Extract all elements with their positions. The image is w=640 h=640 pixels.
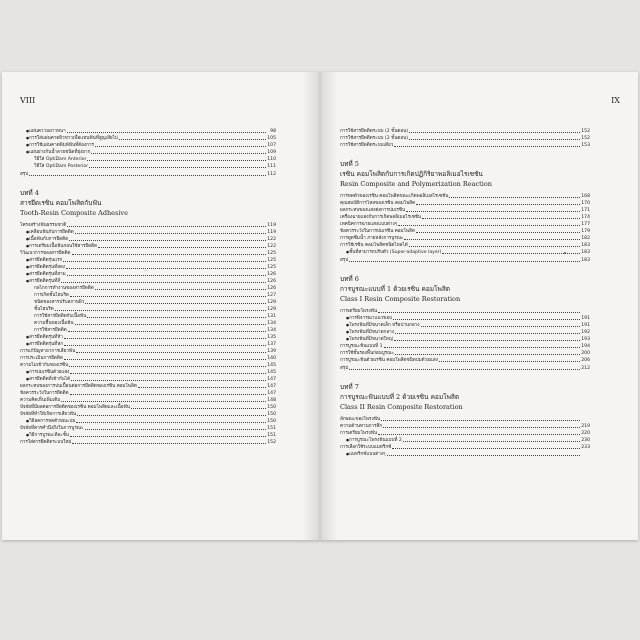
toc-entry-page: 174	[581, 215, 590, 220]
toc-entry	[340, 315, 590, 322]
toc-entry-text: ชั้นไฮบริด	[34, 307, 54, 312]
toc-entry	[20, 222, 276, 229]
toc-entry-text: ● โพรงฟันที่มีขนาดใหญ่	[346, 336, 393, 343]
toc-entry-text: การเกิดชั้นไฮบริด	[34, 293, 69, 298]
leader-dots	[138, 387, 266, 388]
toc-entry-page: 129	[267, 300, 276, 305]
page-number: VIII	[20, 96, 36, 105]
toc-entry-page: 151	[267, 433, 276, 438]
toc-entry	[340, 228, 590, 235]
toc-entry	[340, 451, 590, 458]
toc-entry-page: 183	[581, 250, 590, 255]
toc-entry	[20, 341, 276, 348]
leader-dots	[70, 436, 266, 437]
toc-entry	[340, 416, 590, 423]
toc-entry-page: 127	[267, 293, 276, 298]
toc-entry-text: การบูรณะฟันด้วยเรซิน คอมโพสิตชนิดบ่มด้วยแสง	[340, 358, 438, 363]
leader-dots	[29, 175, 266, 176]
chapter3-tail	[20, 128, 276, 170]
toc-entry	[340, 235, 590, 242]
toc-entry-text: การประเมินการยึดติด	[20, 356, 63, 361]
toc-entry-text: ● การบ่มเรซินด้วยแสง	[26, 369, 69, 376]
toc-entry	[20, 404, 276, 411]
toc-entry	[340, 308, 590, 315]
toc-entry	[340, 430, 590, 437]
toc-entry-text: เทคนิคการฉายแสงแบบต่างๆ	[340, 222, 398, 227]
toc-entry-page: 137	[267, 342, 276, 347]
toc-entry-text: ปัจจัยที่มีผลต่อการยึดติดของเรซิน คอมโพสิตและเนื้อฟัน	[20, 405, 130, 410]
leader-dots	[98, 247, 266, 248]
toc-entry-text: การหดตัวของเรซิน คอมโพสิตขณะเกิดพอลิเมอไรเซชัน	[340, 194, 449, 199]
leader-dots	[409, 139, 580, 140]
toc-entry-page: 177	[581, 222, 590, 227]
toc-entry	[20, 313, 276, 320]
chapter-title-english: Class I Resin Composite Restoration	[340, 295, 461, 303]
toc-entry-page: 125	[267, 265, 276, 270]
leader-dots	[68, 331, 266, 332]
toc-entry	[340, 193, 590, 200]
toc-entry-text: การบูรณะฟันแบบที่ 1	[340, 344, 383, 349]
toc-right	[340, 128, 590, 458]
toc-entry	[340, 322, 590, 329]
toc-entry-page: 122	[267, 237, 276, 242]
leader-dots	[421, 326, 581, 327]
chapter-label: บทที่ 4	[20, 189, 39, 197]
toc-entry-page: 150	[267, 405, 276, 410]
leader-dots	[91, 153, 266, 154]
toc-entry	[20, 397, 276, 404]
leader-dots	[416, 232, 580, 233]
toc-entry-page: 110	[267, 157, 276, 162]
toc-entry	[340, 423, 590, 430]
toc-entry-page: 134	[267, 328, 276, 333]
leader-dots	[87, 317, 266, 318]
book-spread	[2, 72, 638, 540]
toc-entry-text: โครงสร้างฟันธรรมชาติ	[20, 223, 67, 228]
toc-entry-page: 105	[267, 136, 276, 141]
leader-dots	[87, 160, 266, 161]
toc-entry-text: ● การบูรณะโพรงฟันแบบที่ 2	[346, 437, 402, 444]
toc-entry	[20, 306, 276, 313]
toc-entry	[20, 411, 276, 418]
toc-entry-page: 170	[581, 201, 590, 206]
toc-entry-page: 182	[581, 236, 590, 241]
toc-entry-text: ● การเตรียมเนื้อฟันก่อนใช้สารยึดติด	[26, 243, 97, 250]
toc-entry	[20, 135, 276, 142]
toc-entry-text: ข้อควรระวังในการยึดติด	[20, 391, 69, 396]
toc-entry	[340, 249, 590, 256]
toc-entry-page: 191	[581, 316, 590, 321]
pencil-mark: ~	[144, 268, 148, 273]
toc-entry-text: ข้อควรระวังในการบ่มเรซิน คอมโพสิต	[340, 229, 415, 234]
chapter-title-english: Tooth-Resin Composite Adhesive	[20, 209, 128, 217]
toc-entry-text: การดูดซึมน้ำ ภายหลังการบูรณะ	[340, 236, 404, 241]
toc-entry	[20, 418, 276, 425]
leader-dots	[394, 340, 580, 341]
toc-entry-text: ● แผ่นยางกันน้ำลายชนิดที่ยุ่งยาก	[26, 149, 90, 156]
leader-dots	[85, 429, 266, 430]
chapter-label: บทที่ 6	[340, 275, 359, 283]
chapter-title-english: Class II Resin Composite Restoration	[340, 403, 463, 411]
toc-entry-text: ● แมทริกซ์แบบต่างๆ	[346, 451, 386, 458]
toc-entry	[20, 327, 276, 334]
leader-dots	[77, 415, 266, 416]
chapter-5	[340, 159, 590, 264]
toc-entry-page: 98	[270, 129, 276, 134]
toc-entry	[340, 350, 590, 357]
toc-entry-page: 125	[267, 258, 276, 263]
toc-left	[20, 128, 276, 446]
leader-dots	[71, 380, 266, 381]
toc-entry-page: 194	[581, 344, 590, 349]
toc-entry-text: ผลกระทบของการปนเปื้อนต่อการยึดติดของเรซิน คอมโพสิต	[20, 384, 137, 389]
toc-entry	[20, 236, 276, 243]
leader-dots	[393, 319, 580, 320]
chapter-title-thai: การบูรณะแบบที่ 1 ด้วยเรซิน คอมโพสิต	[340, 285, 451, 293]
toc-entry-text: การใช้สารยึดติด	[34, 328, 67, 333]
leader-dots	[439, 361, 580, 362]
toc-entry-page: 148	[267, 398, 276, 403]
toc-entry	[20, 362, 276, 369]
toc-entry	[20, 425, 276, 432]
leader-dots	[349, 369, 580, 370]
toc-entry-page: 111	[267, 164, 276, 169]
leader-dots	[349, 261, 580, 262]
leader-dots	[76, 352, 266, 353]
toc-entry-text: การใช้สารยึดติดกับเนื้อฟัน	[34, 314, 87, 319]
stray-mark	[564, 252, 566, 254]
leader-dots	[404, 239, 580, 240]
toc-entry-text: การแก้ปัญหาอาการเสียวฟัน	[20, 349, 76, 354]
toc-entry-text: ● ชั้นที่สามารถปรับตัว (Super-adaptive layer)	[346, 249, 441, 256]
toc-entry	[20, 257, 276, 264]
toc-entry	[340, 444, 590, 451]
toc-entry-page: 206	[581, 358, 590, 363]
toc-entry-text: ● สารยึดติดรุ่นที่สอง	[26, 264, 65, 271]
chapter-title-english: Resin Composite and Polymerization Reaction	[340, 180, 492, 188]
toc-entry	[340, 343, 590, 350]
chapter-title-thai: เรซิน คอมโพสิตกับการเกิดปฏิกิริยาพอลิเมอไรเซชัน	[340, 170, 483, 178]
toc-entry-summary: สรุป 183	[340, 258, 590, 263]
toc-entry	[20, 142, 276, 149]
toc-entry-page: 147	[267, 377, 276, 382]
toc-entry-text: ปัจจัยที่ทำให้เกิดการเสียวฟัน	[20, 412, 77, 417]
chapter-title-thai: การบูรณะฟันแบบที่ 2 ด้วยเรซิน คอมโพสิต	[340, 393, 460, 401]
leader-dots	[95, 146, 266, 147]
toc-entry-page: 129	[267, 307, 276, 312]
toc-entry-page: 230	[581, 438, 590, 443]
right-page	[320, 72, 638, 540]
toc-entry	[340, 200, 590, 207]
toc-entry	[340, 135, 590, 142]
toc-entry-text: ● การใช้แผ่นคาดพิมพ์ฟันที่ต้องการ	[26, 142, 94, 149]
leader-dots	[378, 434, 580, 435]
toc-entry-text: วิวัฒนาการของสารยึดติด	[20, 251, 71, 256]
toc-entry-page: 168	[581, 194, 590, 199]
toc-entry-page: 171	[581, 208, 590, 213]
leader-dots	[449, 197, 580, 198]
toc-entry-page: 183	[581, 243, 590, 248]
toc-entry-page: 134	[267, 321, 276, 326]
leader-dots	[70, 394, 266, 395]
toc-entry	[340, 207, 590, 214]
leader-dots	[378, 312, 580, 313]
leader-dots	[422, 218, 580, 219]
toc-entry	[20, 128, 276, 135]
toc-entry	[20, 229, 276, 236]
leader-dots	[409, 132, 580, 133]
toc-entry	[20, 334, 276, 341]
leader-dots	[131, 408, 266, 409]
toc-entry-page: 152	[581, 136, 590, 141]
toc-entry-text: ● สารยึดติดรุ่นที่หก	[26, 341, 63, 348]
leader-dots	[384, 347, 580, 348]
toc-entry	[20, 376, 276, 383]
leader-dots	[75, 324, 266, 325]
toc-entry-page: 151	[267, 426, 276, 431]
toc-entry-text: ● สารยึดติดรุ่นแรก	[26, 257, 62, 264]
leader-dots	[70, 296, 266, 297]
toc-entry	[340, 357, 590, 364]
toc-entry	[20, 320, 276, 327]
toc-entry-page: 135	[267, 335, 276, 340]
leader-dots	[63, 261, 266, 262]
toc-entry	[340, 437, 590, 444]
toc-entry-page: 219	[581, 424, 590, 429]
chapter4-tail	[340, 128, 590, 149]
leader-dots	[89, 167, 266, 168]
toc-entry-page: 125	[267, 251, 276, 256]
toc-entry	[340, 128, 590, 135]
leader-dots	[85, 303, 266, 304]
leader-dots	[67, 226, 266, 227]
toc-entry-page: 152	[581, 129, 590, 134]
toc-entry-page: 126	[267, 272, 276, 277]
toc-entry-page: 153	[581, 143, 590, 148]
toc-entry-text: การใช้เรซิน คอมโพสิตชนิดไหลได้	[340, 243, 408, 248]
page-number: IX	[611, 96, 620, 105]
toc-entry-text: ● วิธีการบูรณะทีละชั้น	[26, 432, 69, 439]
toc-entry	[20, 243, 276, 250]
toc-entry-page: 107	[267, 143, 276, 148]
leader-dots	[395, 354, 580, 355]
toc-entry	[20, 439, 276, 446]
toc-entry-page: 139	[267, 349, 276, 354]
toc-entry-text: การใช้สารยึดติดระบบเดียว	[340, 143, 394, 148]
toc-entry-text: ผลกระทบของแสงต่อการบ่มเรซิน	[340, 208, 406, 213]
toc-entry-text: วิธีใส่ OptiDam Posterior	[34, 164, 89, 169]
toc-entry-page: 140	[267, 356, 276, 361]
leader-dots	[392, 448, 580, 449]
toc-entry-page: 122	[267, 244, 276, 249]
toc-entry-text: ● โพรงฟันที่มีขนาดเล็ก หรือปานกลาง	[346, 322, 420, 329]
leader-dots	[69, 366, 266, 367]
toc-entry-text: ชนิดของสารปรับสภาพผิว	[34, 300, 85, 305]
leader-dots	[403, 441, 580, 442]
toc-entry	[340, 336, 590, 343]
toc-entry-text: ความต้านทานการสึก	[340, 424, 383, 429]
toc-entry-page: 233	[581, 445, 590, 450]
toc-entry	[20, 369, 276, 376]
toc-entry-page: 119	[267, 223, 276, 228]
leader-dots	[61, 401, 266, 402]
toc-entry	[20, 250, 276, 257]
chapter5-entries	[340, 193, 590, 256]
leader-dots	[55, 310, 266, 311]
leader-dots	[395, 333, 580, 334]
toc-entry-text: ความชื้นของเนื้อฟัน	[34, 321, 74, 326]
toc-entry-text: การเลือกใช้ระบบแมทริกซ์	[340, 445, 392, 450]
toc-entry-page: 179	[581, 229, 590, 234]
toc-entry-text: ลักษณะของโพรงฟัน	[340, 417, 381, 422]
toc-entry-text: การเตรียมโพรงฟัน	[340, 309, 378, 314]
toc-entry	[20, 348, 276, 355]
leader-dots	[75, 233, 266, 234]
toc-entry-text: ● สารยึดติดรุ่นที่ห้า	[26, 334, 63, 341]
toc-entry-text: การใช้สารยึดติดระบบ (2 ขั้นตอน)	[340, 129, 409, 134]
leader-dots	[383, 427, 580, 428]
chapter6-entries	[340, 308, 590, 364]
leader-dots	[64, 359, 266, 360]
toc-entry	[20, 149, 276, 156]
leader-dots	[67, 275, 266, 276]
leader-dots	[64, 345, 266, 346]
toc-entry	[20, 278, 276, 285]
toc-entry	[20, 383, 276, 390]
toc-entry	[20, 292, 276, 299]
toc-entry	[340, 221, 590, 228]
toc-entry-page: 126	[267, 286, 276, 291]
leader-dots	[409, 246, 580, 247]
toc-entry-page: 131	[267, 314, 276, 319]
toc-entry-text: ● แผ่นความยาวหนา	[26, 128, 66, 135]
toc-entry-text: การเตรียมโพรงฟัน	[340, 431, 378, 436]
toc-entry	[20, 390, 276, 397]
toc-entry	[20, 163, 276, 170]
toc-entry-page: 147	[267, 391, 276, 396]
toc-entry	[340, 329, 590, 336]
toc-entry-text: เครื่องฉายแสงกับการเกิดพอลิเมอไรเซชัน	[340, 215, 422, 220]
leader-dots	[406, 211, 580, 212]
toc-entry	[20, 299, 276, 306]
leader-dots	[72, 443, 266, 444]
toc-entry-text: ● โพรงฟันที่มีขนาดกลาง	[346, 329, 394, 336]
toc-entry-text: ● สารยึดติดที่เข้ากันได้	[26, 376, 70, 383]
toc-entry-page: 220	[581, 431, 590, 436]
toc-entry	[20, 156, 276, 163]
chapter-4	[20, 188, 276, 446]
toc-entry	[20, 271, 276, 278]
toc-entry-text: ความไม่เข้ากันของเรซิน	[20, 363, 69, 368]
toc-entry-text: ● การใส่แผ่นคาดผิวขาวเพื่อแทนฟันที่สูญเสียไป	[26, 135, 118, 142]
toc-entry-text: การใช้ชั้นรองพื้นก่อนบูรณะ	[340, 351, 394, 356]
toc-entry-text: ● สารยึดติดรุ่นที่สาม	[26, 271, 66, 278]
chapter7-entries	[340, 416, 590, 458]
toc-entry-text: ● สารยึดติดรุ่นที่สี่	[26, 278, 60, 285]
toc-entry-page: 150	[267, 412, 276, 417]
toc-entry-text: ● การพิจารณาแนวขอบ	[346, 315, 392, 322]
chapter-7	[340, 382, 590, 458]
chapter4-entries	[20, 222, 276, 446]
leader-dots	[95, 289, 266, 290]
toc-entry-text: การใส่สารยึดติดระบบใหม่	[20, 440, 72, 445]
leader-dots	[119, 139, 266, 140]
leader-dots	[70, 373, 266, 374]
leader-dots	[398, 225, 580, 226]
chapter-label: บทที่ 7	[340, 383, 359, 391]
toc-entry-summary: สรุป 112	[20, 172, 276, 177]
toc-entry	[20, 355, 276, 362]
toc-entry-page: 119	[267, 230, 276, 235]
toc-entry-text: ● วิธีลดการหดตัวขณะบ่ม	[26, 418, 75, 425]
toc-entry-page: 191	[581, 323, 590, 328]
leader-dots	[381, 420, 580, 421]
chapter-title-thai: สารยึดเรซิน คอมโพสิตกับฟัน	[20, 199, 102, 207]
toc-entry	[20, 432, 276, 439]
leader-dots	[416, 204, 580, 205]
toc-entry-text: ● เคลือบฟันกับการยึดติด	[26, 229, 74, 236]
toc-entry-page: 126	[267, 279, 276, 284]
toc-entry-page: 145	[267, 370, 276, 375]
chapter-label: บทที่ 5	[340, 160, 359, 168]
toc-entry-page: 152	[267, 440, 276, 445]
leader-dots	[66, 268, 266, 269]
toc-entry	[340, 242, 590, 249]
toc-entry-text: ความคิดเห็นเพิ่มเติม	[20, 398, 61, 403]
toc-entry-text: วิธีใส่ OptiDam Anterior	[34, 157, 87, 162]
leader-dots	[64, 338, 266, 339]
toc-entry-text: คุณสมบัติการไหลของเรซิน คอมโพสิต	[340, 201, 416, 206]
toc-entry	[340, 214, 590, 221]
leader-dots	[442, 253, 580, 254]
toc-entry-text: ปัจจัยที่ควรคำนึงถึงในการบูรณะ	[20, 426, 84, 431]
toc-entry-text: ● เนื้อฟันกับการยึดติด	[26, 236, 68, 243]
leader-dots	[72, 254, 267, 255]
leader-dots	[387, 455, 580, 456]
leader-dots	[67, 132, 266, 133]
toc-entry	[20, 285, 276, 292]
toc-entry-page: 147	[267, 384, 276, 389]
toc-entry-text: กลไกการทำงานของสารยึดติด	[34, 286, 94, 291]
leader-dots	[61, 282, 266, 283]
toc-entry-summary: สรุป 212	[340, 366, 590, 371]
toc-entry	[340, 142, 590, 149]
toc-entry	[20, 264, 276, 271]
toc-entry-page: 150	[267, 419, 276, 424]
toc-entry-page: 192	[581, 330, 590, 335]
chapter-6	[340, 274, 590, 372]
leader-dots	[69, 240, 266, 241]
leader-dots	[394, 146, 580, 147]
left-page	[2, 72, 318, 540]
toc-entry-page: 200	[581, 351, 590, 356]
toc-entry-text: การใช้สารยึดติดระบบ (2 ขั้นตอน)	[340, 136, 409, 141]
toc-entry-page: 109	[267, 150, 276, 155]
toc-entry-page: 145	[267, 363, 276, 368]
leader-dots	[76, 422, 266, 423]
toc-entry-page: 193	[581, 337, 590, 342]
